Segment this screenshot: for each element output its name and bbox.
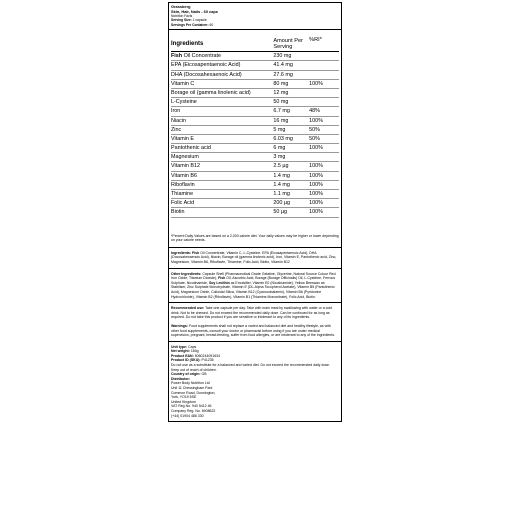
distributor-line: (+44) 01904 486 330: [171, 413, 204, 418]
net-weight-label: Net weight:: [171, 349, 190, 354]
table-row: [171, 190, 339, 199]
row-nutrient: Magnesium: [171, 154, 199, 161]
row-nutrient: Vitamin B6: [171, 172, 197, 179]
other-ingredients-part3: as Emulsifier, Vitamin E0 (Nicotinamide), Yellow Beeswax as Stabiliser, Zinc Sulphate Monohydrate, Vitamin E (DL-Alpha Tocopherol Acetate), Vitamin B5 (Pantothenic Acid), Magnesium Oxide, Colloidal Silica, Vitamin B12 (Cyanocobalamin), Vitamin B6 (Pyridoxine Hydrochloride), Vitamin B2 (Riboflavin), Vitamin B1 (Thiamine Mononitrate), Folic Acid, Biotin.: [171, 280, 335, 299]
row-ri: 48%: [309, 108, 320, 115]
row-nutrient: Iron: [171, 108, 181, 115]
ingredients-list: Oil Concentrate, Vitamin C, L-Cysteine, EPA (Eicosapentaenoic Acid), DHA (Docosahexaenoic Acid), Niacin, Borage oil (gamma linolenic acid), Iron, Vitamin E, Pantothenic acid, Zinc, Magnesium, Vitamin B6, Riboflavin, Thiamine, Folic Acid, Biotin, Vitamin B12: [171, 250, 337, 264]
distributor-address: [171, 381, 339, 418]
row-amount: 50 mg: [273, 99, 289, 106]
recommended-use-text: Take one capsule per day. Take with main meal by swallowing with water or a cold drink. Not to be chewed. Do not exceed the recommended daily dose. Can be continued for as long as required. Do not take this product if you are sensitive or intolerant to any of its ingredients.: [171, 306, 333, 320]
table-row: [171, 52, 339, 61]
row-ri: [309, 153, 339, 161]
row-nutrient: DHA (Docosahexaenoic Acid): [171, 71, 242, 78]
product-header: [168, 2, 342, 30]
row-amount: 16 mg: [273, 117, 289, 124]
serving-size-value: 1 capsule: [192, 18, 207, 23]
recommended-use-label: Recommended use:: [171, 306, 205, 311]
ingredients-section: [168, 248, 342, 269]
row-ri: 100%: [309, 191, 323, 198]
row-nutrient: Borage oil (gamma linolenic acid): [171, 89, 251, 96]
servings-label: Servings Per Container:: [171, 22, 209, 27]
row-ri: 100%: [309, 209, 323, 216]
row-nutrient: L-Cysteine: [171, 99, 197, 106]
dietary-note: Do not use as a substitute for a balanced and varied diet. Do not exceed the recommended daily dose. Keep out of reach of children.: [171, 363, 330, 372]
row-ri: [309, 98, 339, 106]
table-row: [171, 61, 339, 70]
row-ri: 100%: [309, 117, 323, 124]
row-nutrient: Zinc: [171, 126, 182, 133]
row-amount: 2.5 µg: [273, 163, 289, 170]
brand-name: Grassberg: [171, 4, 191, 9]
row-amount: 5 mg: [273, 126, 286, 133]
country-value: GB: [200, 372, 207, 377]
other-ingredients-part1: Capsule Shell (Pharmaceutical Grade Gelatine, Glycerine, Natural Source Colour Red Iron Oxide, Titanium Dioxide),: [171, 271, 336, 281]
allergen-fish-2: Fish: [218, 276, 226, 281]
row-nutrient: Vitamin C: [171, 80, 195, 87]
row-amount: 1.4 mg: [273, 172, 290, 179]
distributor-line: Common Road, Dunnington,: [171, 390, 216, 395]
table-row: [171, 80, 339, 89]
warnings-text: Food supplements shall not replace a varied and balanced diet and healthy lifestyle, as with other food supplements, consult your doctor or pharmacist before using if you are under medical supervision, pregnant, breast-feeding, suffer from food allergies, or are intolerant to any of the ingredients.: [171, 323, 335, 338]
distributor-line: Power Body Nutrition Ltd: [171, 381, 210, 386]
row-amount: 41.4 mg: [273, 62, 293, 69]
table-header: [171, 30, 339, 52]
row-ri: 100%: [309, 200, 323, 207]
row-amount: 6.7 mg: [273, 108, 290, 115]
product-ean-value: 5060244091634: [193, 353, 221, 358]
table-row: [171, 117, 339, 126]
table-row: [171, 126, 339, 135]
row-ri: [309, 89, 339, 97]
col-ri: %RI*: [309, 37, 322, 44]
product-sku-label: Product ID (SKU):: [171, 358, 201, 363]
ingredients-text: [171, 251, 339, 265]
row-nutrient: Pantothenic acid: [171, 145, 211, 152]
servings-value: 60: [209, 22, 214, 27]
table-row: [171, 172, 339, 181]
col-amount: Amount Per Serving: [273, 38, 303, 51]
row-amount: 6 mg: [273, 145, 286, 152]
row-ri: 50%: [309, 126, 320, 133]
country-label: Country of origin:: [171, 372, 201, 377]
other-ingredients-label: Other Ingredients:: [171, 271, 202, 276]
allergen-soy: Soy Lecithin: [208, 280, 230, 285]
table-row: [171, 162, 339, 171]
row-nutrient: EPA (Eicosapentaenoic Acid): [171, 62, 241, 69]
row-amount: 27.6 mg: [273, 71, 293, 78]
row-nutrient: Biotin: [171, 209, 185, 216]
table-row: [171, 135, 339, 144]
table-row: [171, 208, 339, 217]
facts-title: Nutrition Facts: [171, 14, 193, 18]
table-row: [171, 107, 339, 116]
distributor-line: Company Reg. No. 6908622: [171, 409, 216, 413]
serving-size-label: Serving Size:: [171, 18, 192, 23]
allergen-fish: Fish: [192, 250, 200, 255]
ingredients-label: Ingredients:: [171, 250, 192, 255]
row-nutrient: Folic Acid: [171, 200, 195, 207]
distributor-line: VAT Reg No. 940 5412 46: [171, 404, 212, 409]
table-row: [171, 71, 339, 80]
row-nutrient: Niacin: [171, 117, 186, 124]
row-amount: 3 mg: [273, 154, 286, 161]
row-amount: 80 mg: [273, 80, 289, 87]
row-nutrient: Fish Oil Concentrate: [171, 53, 222, 60]
table-row: [171, 181, 339, 190]
distributor-line: York, YO19 5SE: [171, 395, 197, 400]
distributor-line: Unit 11 Chessingham Park: [171, 386, 213, 391]
warnings: [171, 324, 339, 338]
distributor-label: Distributor:: [171, 376, 191, 381]
other-ingredients-text: [171, 272, 339, 300]
row-ri: [309, 52, 339, 60]
servings-per-container: [171, 23, 339, 27]
product-details-section: [168, 342, 342, 423]
table-row: [171, 89, 339, 98]
row-amount: 50 µg: [273, 209, 287, 216]
table-row: [171, 153, 339, 162]
row-ri: [309, 61, 339, 69]
product-ean-label: Product EAN:: [171, 353, 194, 358]
usage-warnings-section: [168, 303, 342, 342]
product-sku-value: P41235: [200, 358, 214, 363]
supplement-label: [168, 2, 342, 422]
row-nutrient: Vitamin B12: [171, 163, 200, 170]
other-ingredients-section: [168, 269, 342, 304]
row-nutrient: Vitamin E: [171, 135, 194, 142]
row-ri: 50%: [309, 135, 320, 142]
row-amount: 6.03 mg: [273, 135, 293, 142]
row-ri: 100%: [309, 172, 323, 179]
other-ingredients-part2: Oil, Ascorbic Acid, Borage (Borage Officinalis) Oil, L-Cysteine, Ferrous Sulphate, Nicotinamide,: [171, 276, 336, 285]
row-amount: 1.1 mg: [273, 191, 290, 198]
product-name: Skin, Hair, Nails - 60 caps: [171, 9, 218, 14]
table-row: [171, 144, 339, 153]
table-row: [171, 199, 339, 208]
row-ri: 100%: [309, 163, 323, 170]
net-weight-value: 160g: [189, 349, 199, 354]
row-amount: 12 mg: [273, 89, 289, 96]
row-amount: 200 µg: [273, 200, 290, 207]
warnings-label: Warnings:: [171, 323, 188, 328]
table-rows: [171, 52, 339, 217]
row-ri: 100%: [309, 80, 323, 87]
row-ri: 100%: [309, 145, 323, 152]
row-nutrient: Thiamine: [171, 191, 194, 198]
row-amount: 1.4 mg: [273, 181, 290, 188]
table-row: [171, 98, 339, 107]
distributor-line: United Kingdom: [171, 399, 196, 404]
recommended-use: [171, 306, 339, 320]
unit-type-value: Caps: [187, 344, 197, 349]
nutrition-table: [168, 30, 342, 248]
row-ri: [309, 71, 339, 79]
row-amount: 230 mg: [273, 53, 292, 60]
row-nutrient: Riboflavin: [171, 181, 195, 188]
row-ri: 100%: [309, 181, 323, 188]
unit-type-label: Unit type:: [171, 344, 188, 349]
daily-value-footnote: *Percent Daily Values are based on a 2,000 calorie diet. Your daily values may be higher or lower depending on your calorie needs.: [171, 233, 339, 243]
col-ingredients: Ingredients: [171, 41, 204, 48]
